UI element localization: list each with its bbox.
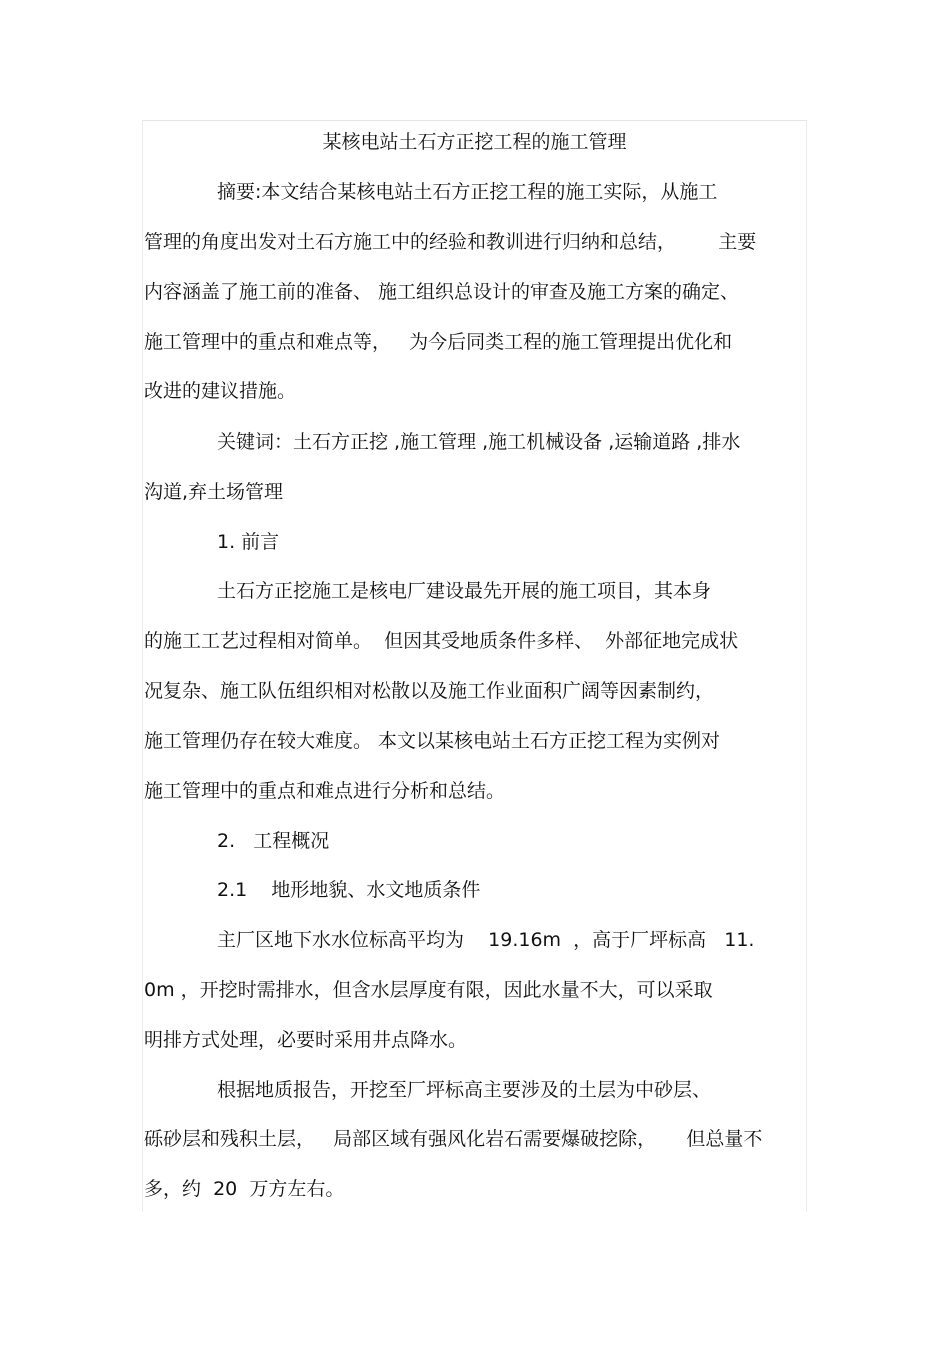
abstract-line-5: 改进的建议措施。 — [144, 380, 297, 402]
subsection-heading-2-1: 2.1 地形地貌、水文地质条件 — [217, 879, 481, 901]
section-heading-2: 2. 工程概况 — [217, 830, 330, 852]
geology-line-3: 多，约 20 万方左右。 — [144, 1178, 345, 1200]
abstract-line-1: 摘要:本文结合某核电站土石方正挖工程的施工实际，从施工 — [217, 181, 718, 203]
intro-line-5: 施工管理中的重点和难点进行分析和总结。 — [144, 780, 506, 802]
intro-line-2: 的施工工艺过程相对简单。 但因其受地质条件多样、 外部征地完成状 — [144, 630, 739, 652]
intro-line-1: 土石方正挖施工是核电厂建设最先开展的施工项目，其本身 — [217, 580, 712, 602]
geology-line-1: 根据地质报告，开挖至厂坪标高主要涉及的土层为中砂层、 — [217, 1079, 712, 1101]
abstract-line-4: 施工管理中的重点和难点等， 为今后同类工程的施工管理提出优化和 — [144, 331, 733, 353]
keywords-line-2: 沟道,弃土场管理 — [144, 481, 284, 503]
abstract-line-2: 管理的角度出发对土石方施工中的经验和教训进行归纳和总结， 主要 — [144, 231, 757, 253]
abstract-line-3: 内容涵盖了施工前的准备、 施工组织总设计的审查及施工方案的确定、 — [144, 281, 740, 303]
keywords-line-1: 关键词：土石方正挖 ,施工管理 ,施工机械设备 ,运输道路 ,排水 — [217, 431, 741, 453]
intro-line-4: 施工管理仍存在较大难度。 本文以某核电站土石方正挖工程为实例对 — [144, 730, 721, 752]
groundwater-line-1: 主厂区地下水水位标高平均为 19.16m ，高于厂坪标高 11. — [217, 929, 755, 951]
geology-line-2: 砾砂层和残积土层， 局部区域有强风化岩石需要爆破挖除， 但总量不 — [144, 1128, 763, 1150]
section-heading-1: 1. 前言 — [217, 531, 280, 553]
groundwater-line-3: 明排方式处理，必要时采用井点降水。 — [144, 1029, 468, 1051]
groundwater-line-2: 0m ，开挖时需排水，但含水层厚度有限，因此水量不大，可以采取 — [144, 979, 713, 1001]
document-title: 某核电站土石方正挖工程的施工管理 — [322, 131, 627, 153]
intro-line-3: 况复杂、施工队伍组织相对松散以及施工作业面积广阔等因素制约， — [144, 680, 715, 702]
